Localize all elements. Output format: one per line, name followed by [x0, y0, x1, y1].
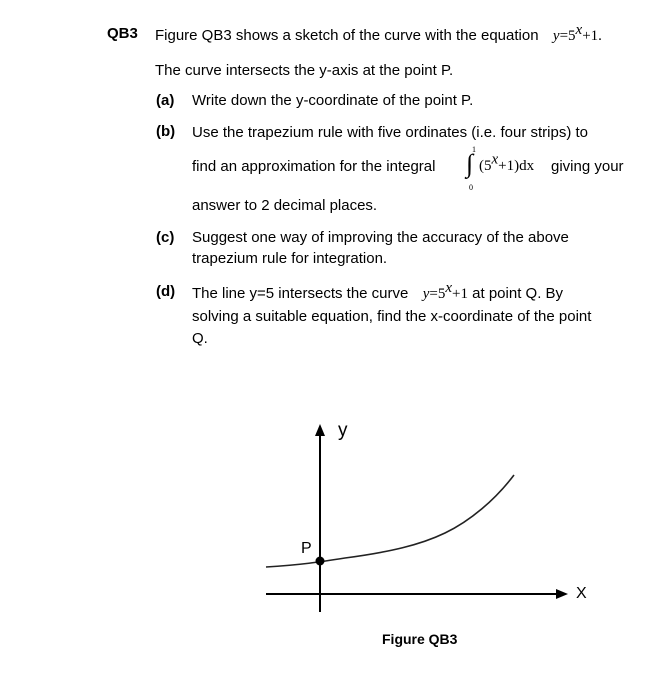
- d-eq-equals: =: [429, 286, 438, 302]
- integrand-tail: +1)dx: [498, 158, 535, 174]
- d-eq-rest: +1: [452, 286, 468, 302]
- figure-caption: Figure QB3: [382, 631, 458, 647]
- d-eq-exponent: x: [445, 280, 453, 296]
- x-axis-label: X: [576, 585, 587, 602]
- eq-rest: +1.: [582, 28, 602, 44]
- part-b-line2-pre: find an approximation for the integral: [192, 158, 436, 175]
- integrand-exponent: x: [491, 151, 499, 168]
- d-eq-base: 5: [437, 286, 446, 302]
- part-d-line1-pre: The line y=5 intersects the curve: [192, 285, 409, 302]
- point-p-label: P: [301, 540, 312, 557]
- part-a-label: (a): [156, 92, 175, 109]
- part-a-text: Write down the y-coordinate of the point P.: [192, 92, 474, 109]
- integral-upper-limit: 1: [472, 145, 476, 154]
- point-p-marker: [316, 557, 325, 566]
- d-eq-lhs: y: [422, 286, 430, 302]
- integral-sign: ∫: [466, 149, 474, 178]
- part-d-line1-post: at point Q. By: [472, 285, 564, 302]
- part-c-line2: trapezium rule for integration.: [192, 250, 388, 267]
- x-axis-arrowhead: [556, 589, 568, 599]
- part-b-line2-post: giving your: [551, 158, 624, 175]
- eq-lhs: y: [552, 28, 560, 44]
- part-b-label: (b): [156, 123, 176, 140]
- eq-base: 5: [568, 28, 576, 44]
- eq-exponent: x: [575, 22, 583, 38]
- integral-lower-limit: 0: [469, 183, 473, 192]
- part-c-label: (c): [156, 229, 175, 246]
- part-c-line1: Suggest one way of improving the accuracy of the above: [192, 229, 569, 246]
- part-b-line3: answer to 2 decimal places.: [192, 197, 378, 214]
- y-axis-label: y: [338, 420, 348, 441]
- integrand-base: (5: [479, 158, 492, 174]
- eq-equals: =: [559, 28, 569, 44]
- part-b-line1: Use the trapezium rule with five ordinates (i.e. four strips) to: [192, 124, 588, 141]
- question-number: QB3: [107, 25, 138, 42]
- part-d-line3: Q.: [192, 330, 208, 347]
- y-axis-arrowhead: [315, 424, 325, 436]
- part-d-line2: solving a suitable equation, find the x-coordinate of the point: [192, 308, 592, 325]
- intro-text: Figure QB3 shows a sketch of the curve with the equation: [155, 27, 539, 44]
- intro-line-2: The curve intersects the y-axis at the point P.: [155, 62, 454, 79]
- part-d-label: (d): [156, 283, 176, 300]
